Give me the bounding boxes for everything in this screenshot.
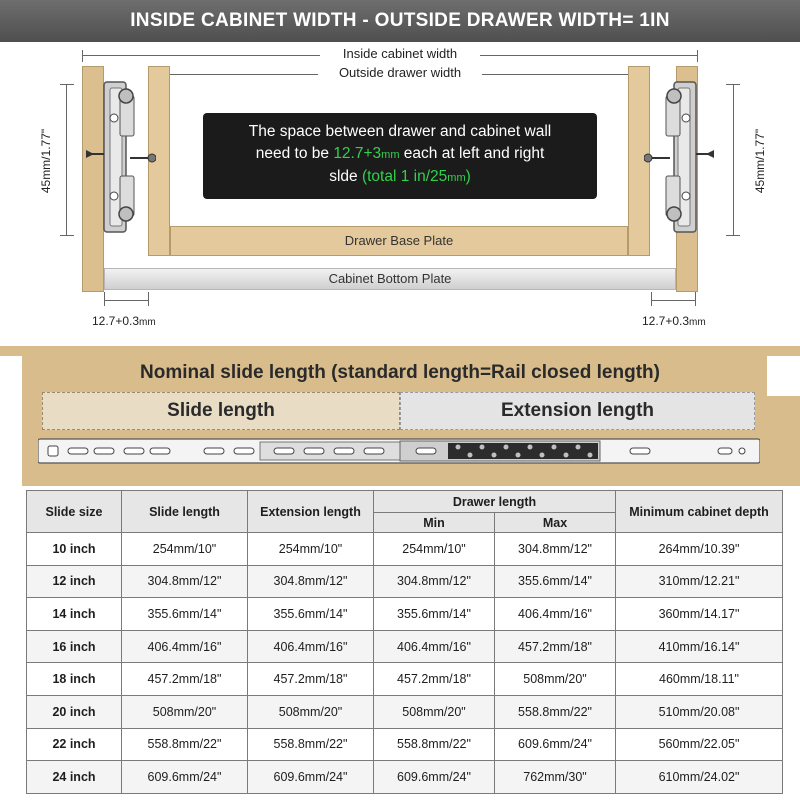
cell-drawer-max: 762mm/30" (495, 761, 616, 794)
cell-extension-length: 508mm/20" (248, 695, 374, 728)
cell-slide-size: 20 inch (27, 695, 122, 728)
cell-extension-length: 558.8mm/22" (248, 728, 374, 761)
cell-drawer-min: 304.8mm/12" (374, 565, 495, 598)
gap-tick-right-a (651, 292, 652, 306)
callout-line-3-green-end: ) (465, 168, 471, 185)
gap-tick-left-a (104, 292, 105, 306)
gap-left-value: 12.7+0.3 (92, 314, 140, 328)
height-label-left: 45mm/1.77" (39, 128, 53, 194)
cell-extension-length: 254mm/10" (248, 533, 374, 566)
cell-drawer-max: 406.4mm/16" (495, 598, 616, 631)
gap-right-unit: mm (689, 317, 706, 328)
cell-drawer-max: 304.8mm/12" (495, 533, 616, 566)
table-row (27, 630, 783, 663)
cell-drawer-min: 254mm/10" (374, 533, 495, 566)
cell-drawer-min: 609.6mm/24" (374, 761, 495, 794)
cell-slide-size: 18 inch (27, 663, 122, 696)
table-row (27, 598, 783, 631)
cell-min-cabinet-depth: 610mm/24.02" (616, 761, 783, 794)
callout-line-2-green-unit: mm (381, 149, 400, 161)
gap-tick-left-b (148, 292, 149, 306)
cell-drawer-min: 406.4mm/16" (374, 630, 495, 663)
cell-extension-length: 355.6mm/14" (248, 598, 374, 631)
cell-slide-size: 22 inch (27, 728, 122, 761)
callout-line-3-green: (total 1 in/25 (361, 168, 448, 185)
cell-min-cabinet-depth: 264mm/10.39" (616, 533, 783, 566)
extension-length-box (400, 392, 755, 430)
header-slide-length: Slide length (122, 491, 248, 533)
gap-line-left (104, 300, 148, 301)
cell-slide-length: 304.8mm/12" (122, 565, 248, 598)
header-extension-length: Extension length (248, 491, 374, 533)
table-row (27, 533, 783, 566)
cell-drawer-max: 355.6mm/14" (495, 565, 616, 598)
extension-length-label: Extension length (500, 400, 655, 421)
size-table (26, 490, 783, 794)
gap-right-value: 12.7+0.3 (642, 314, 690, 328)
callout-line-2-post: each at left and right (399, 145, 545, 162)
cell-extension-length: 406.4mm/16" (248, 630, 374, 663)
inside-cabinet-width-label: Inside cabinet width (320, 46, 480, 61)
cell-drawer-min: 457.2mm/18" (374, 663, 495, 696)
gap-label-left (92, 314, 156, 328)
gap-left-unit: mm (139, 317, 156, 328)
callout-line-2-pre: need to be (255, 145, 334, 162)
cell-slide-length: 254mm/10" (122, 533, 248, 566)
inside-width-tick-left (82, 50, 83, 62)
height-tick-left-top (60, 84, 74, 85)
slide-length-section (0, 340, 800, 490)
cell-drawer-min: 558.8mm/22" (374, 728, 495, 761)
table-row (27, 663, 783, 696)
cell-drawer-max: 457.2mm/18" (495, 630, 616, 663)
slide-length-box (42, 392, 400, 430)
cell-drawer-min: 508mm/20" (374, 695, 495, 728)
cell-extension-length: 457.2mm/18" (248, 663, 374, 696)
header-drawer-max: Max (495, 513, 616, 533)
height-tick-right-bottom (726, 235, 740, 236)
cell-min-cabinet-depth: 310mm/12.21" (616, 565, 783, 598)
spacing-callout (203, 113, 597, 199)
cell-slide-length: 406.4mm/16" (122, 630, 248, 663)
cell-min-cabinet-depth: 410mm/16.14" (616, 630, 783, 663)
cell-min-cabinet-depth: 510mm/20.08" (616, 695, 783, 728)
cell-slide-length: 508mm/20" (122, 695, 248, 728)
slide-top-strip (0, 346, 800, 356)
drawer-base-plate-label: Drawer Base Plate (344, 233, 454, 248)
page-title: INSIDE CABINET WIDTH - OUTSIDE DRAWER WIDTH= 1IN (0, 0, 800, 42)
table-row (27, 728, 783, 761)
cell-min-cabinet-depth: 360mm/14.17" (616, 598, 783, 631)
cell-slide-size: 10 inch (27, 533, 122, 566)
cell-slide-length: 355.6mm/14" (122, 598, 248, 631)
cabinet-bottom-plate-label: Cabinet Bottom Plate (328, 271, 452, 286)
slide-bracket-left (86, 78, 156, 238)
callout-line-2-green: 12.7+3 (333, 145, 382, 162)
inside-width-tick-right (697, 50, 698, 62)
table-row (27, 695, 783, 728)
cell-slide-length: 609.6mm/24" (122, 761, 248, 794)
cell-extension-length: 304.8mm/12" (248, 565, 374, 598)
header-drawer-min: Min (374, 513, 495, 533)
header-drawer-length: Drawer length (374, 491, 616, 513)
height-line-right (733, 84, 734, 236)
outside-drawer-width-label: Outside drawer width (318, 65, 482, 80)
callout-line-1: The space between drawer and cabinet wall (248, 123, 552, 140)
table-row (27, 761, 783, 794)
gap-label-right (642, 314, 706, 328)
gap-line-right (651, 300, 695, 301)
slide-size-table (26, 490, 782, 800)
slide-rail-illustration (38, 436, 760, 466)
cell-min-cabinet-depth: 560mm/22.05" (616, 728, 783, 761)
slide-wood-right (755, 396, 800, 486)
height-tick-left-bottom (60, 235, 74, 236)
callout-line-2 (203, 143, 597, 166)
cell-drawer-max: 558.8mm/22" (495, 695, 616, 728)
slide-bracket-right (644, 78, 714, 238)
cell-slide-size: 14 inch (27, 598, 122, 631)
table-row (27, 565, 783, 598)
cell-slide-size: 12 inch (27, 565, 122, 598)
header-slide-size: Slide size (27, 491, 122, 533)
callout-line-3-green-unit: mm (447, 172, 466, 184)
cell-drawer-min: 355.6mm/14" (374, 598, 495, 631)
cell-extension-length: 609.6mm/24" (248, 761, 374, 794)
height-tick-right-top (726, 84, 740, 85)
cell-drawer-max: 508mm/20" (495, 663, 616, 696)
cabinet-diagram (0, 42, 800, 340)
height-line-left (66, 84, 67, 236)
cell-slide-size: 24 inch (27, 761, 122, 794)
cell-slide-length: 457.2mm/18" (122, 663, 248, 696)
cell-slide-size: 16 inch (27, 630, 122, 663)
nominal-slide-length-label: Nominal slide length (standard length=Rail closed length) (140, 362, 660, 383)
table-body (27, 533, 783, 794)
header-min-cabinet-depth: Minimum cabinet depth (616, 491, 783, 533)
cell-drawer-max: 609.6mm/24" (495, 728, 616, 761)
callout-line-3 (203, 166, 597, 189)
gap-tick-right-b (695, 292, 696, 306)
callout-line-3-pre: slde (329, 168, 362, 185)
slide-length-label: Slide length (167, 400, 275, 421)
cell-slide-length: 558.8mm/22" (122, 728, 248, 761)
cell-min-cabinet-depth: 460mm/18.11" (616, 663, 783, 696)
height-label-right: 45mm/1.77" (753, 128, 767, 194)
